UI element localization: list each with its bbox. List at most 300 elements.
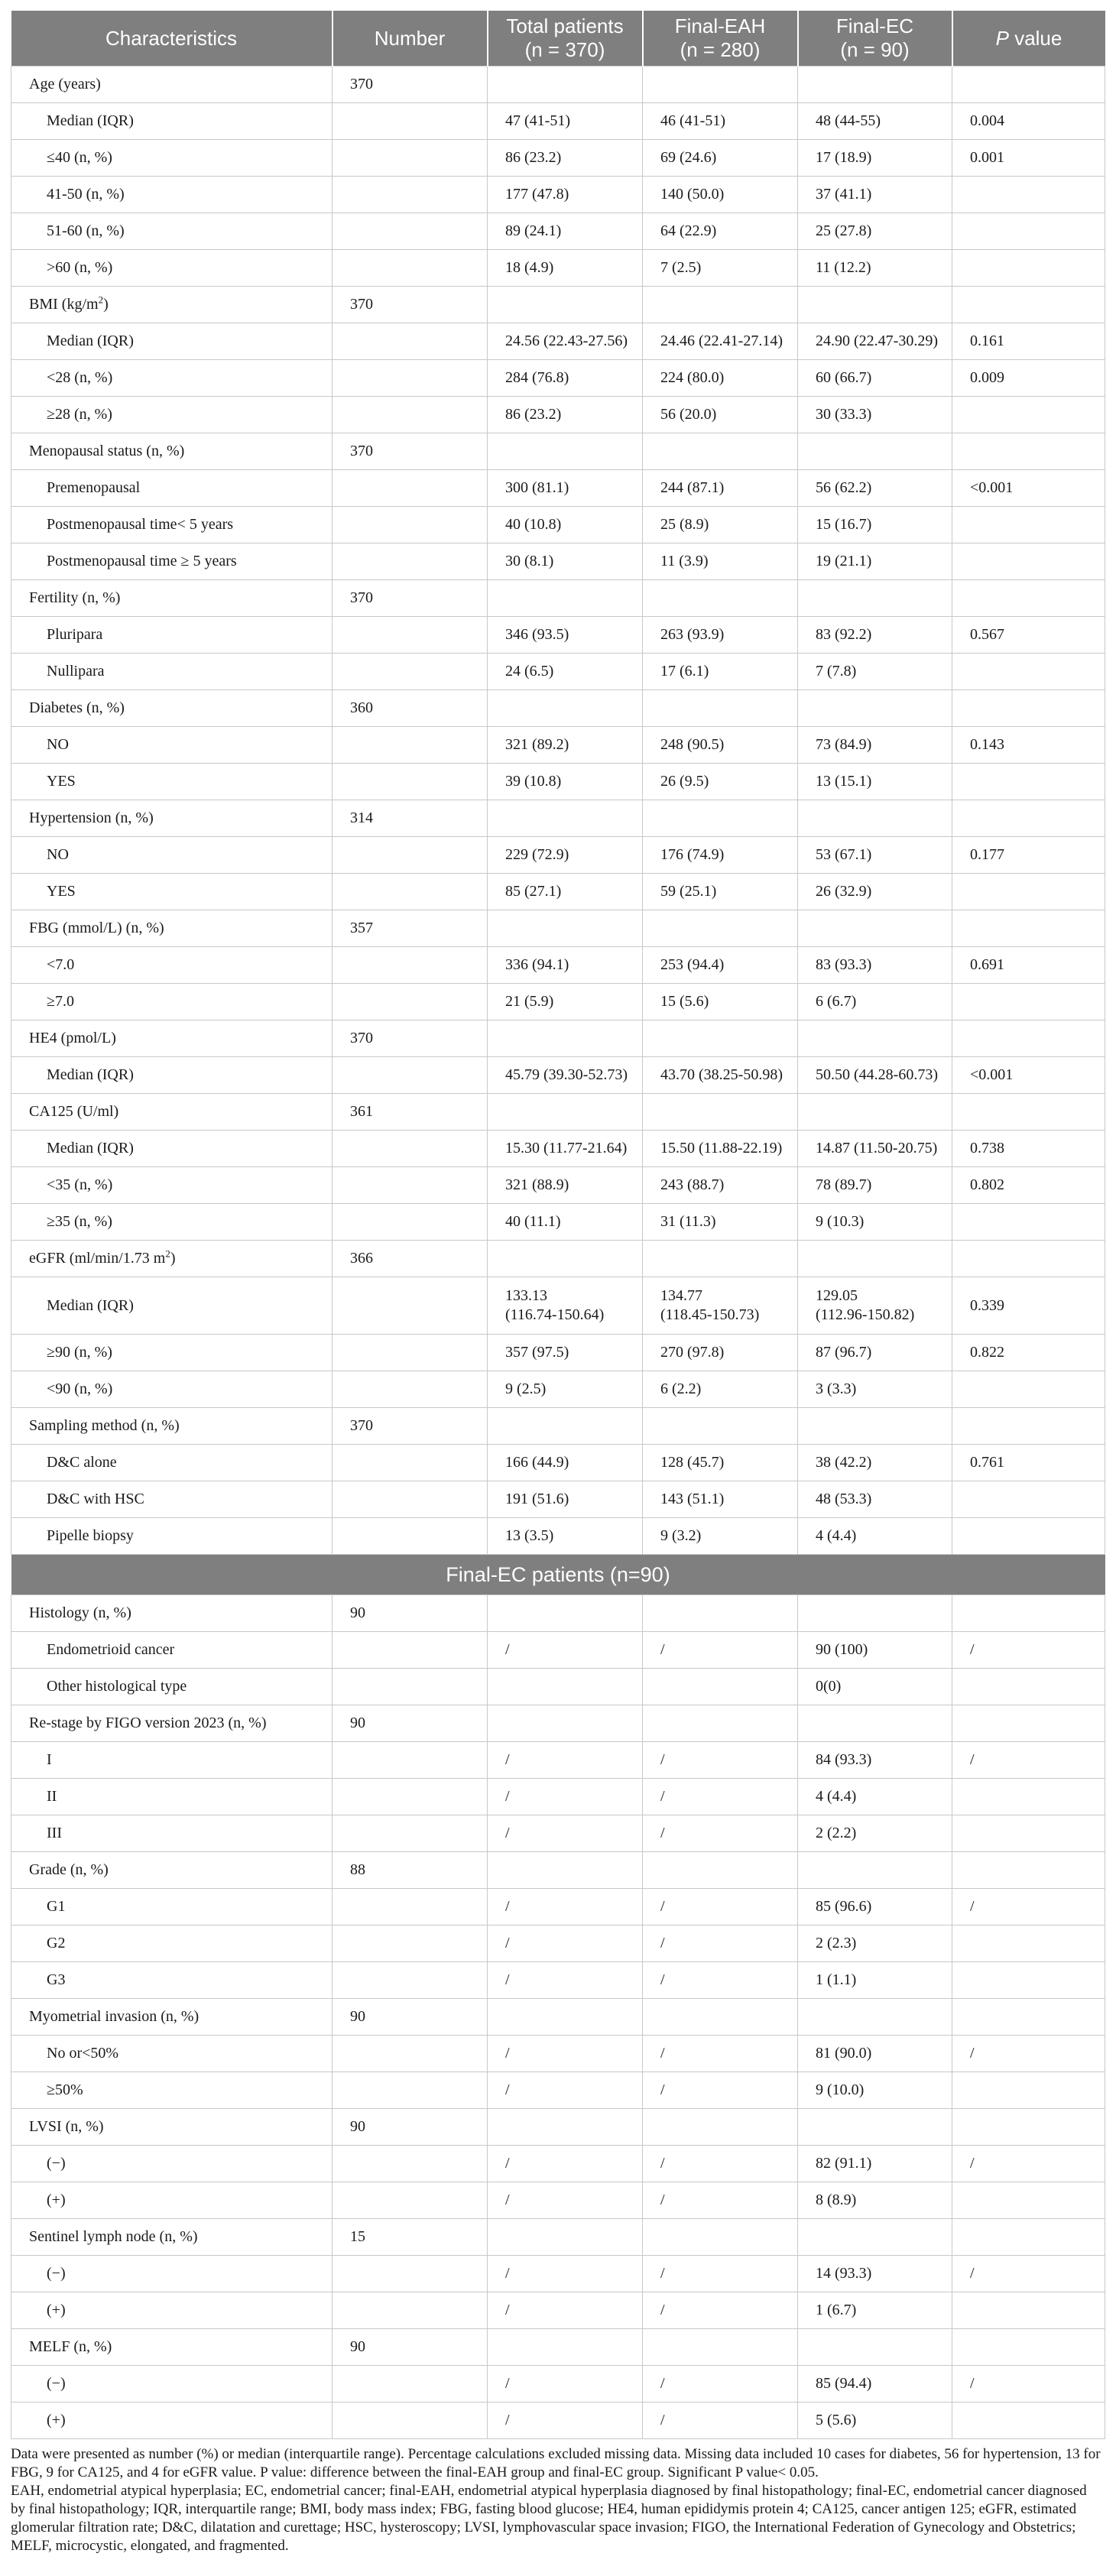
cell-final-eah: 26 (9.5) — [643, 764, 798, 800]
cell-p-value — [952, 1481, 1105, 1518]
cell-p-value — [952, 1779, 1105, 1815]
cell-p-value: 0.339 — [952, 1277, 1105, 1335]
table-row — [11, 984, 1105, 1020]
cell-total: 13 (3.5) — [488, 1518, 643, 1555]
cell-final-eah — [643, 67, 798, 103]
cell-p-value — [952, 1669, 1105, 1705]
cell-number — [333, 1518, 488, 1555]
cell-final-ec: 9 (10.0) — [798, 2072, 952, 2109]
table-row — [11, 654, 1105, 690]
row-label: Age (years) — [11, 67, 333, 103]
row-label: G3 — [11, 1962, 333, 1999]
cell-final-ec: 0(0) — [798, 1669, 952, 1705]
cell-final-eah: 140 (50.0) — [643, 177, 798, 213]
row-label: Nullipara — [11, 654, 333, 690]
cell-p-value — [952, 1518, 1105, 1555]
cell-final-eah — [643, 800, 798, 837]
cell-number: 90 — [333, 1595, 488, 1632]
cell-total: 321 (89.2) — [488, 727, 643, 764]
cell-final-eah: / — [643, 2256, 798, 2292]
table-row — [11, 1962, 1105, 1999]
table-body — [11, 67, 1105, 1555]
cell-p-value — [952, 543, 1105, 580]
cell-number — [333, 140, 488, 177]
cell-final-eah — [643, 1999, 798, 2036]
cell-final-eah — [643, 2109, 798, 2146]
cell-total — [488, 1241, 643, 1277]
cell-p-value: 0.177 — [952, 837, 1105, 874]
cell-number — [333, 654, 488, 690]
cell-number: 370 — [333, 1408, 488, 1445]
cell-final-eah: 25 (8.9) — [643, 507, 798, 543]
table-row — [11, 837, 1105, 874]
row-label: Median (IQR) — [11, 1131, 333, 1167]
cell-number: 90 — [333, 2109, 488, 2146]
cell-final-eah: 243 (88.7) — [643, 1167, 798, 1204]
cell-total: 9 (2.5) — [488, 1371, 643, 1408]
cell-total — [488, 1705, 643, 1742]
cell-number — [333, 1204, 488, 1241]
cell-total — [488, 1094, 643, 1131]
cell-number — [333, 1669, 488, 1705]
row-label: ≥28 (n, %) — [11, 397, 333, 433]
cell-number — [333, 727, 488, 764]
cell-number — [333, 947, 488, 984]
cell-total: / — [488, 1889, 643, 1926]
category-row — [11, 287, 1105, 323]
cell-final-eah: 224 (80.0) — [643, 360, 798, 397]
cell-final-ec: 83 (93.3) — [798, 947, 952, 984]
cell-total: 284 (76.8) — [488, 360, 643, 397]
row-label: ≥35 (n, %) — [11, 1204, 333, 1241]
cell-final-eah: 59 (25.1) — [643, 874, 798, 910]
cell-final-ec — [798, 287, 952, 323]
row-label: G1 — [11, 1889, 333, 1926]
cell-final-eah — [643, 1094, 798, 1131]
row-label: No or<50% — [11, 2036, 333, 2072]
cell-number — [333, 2402, 488, 2439]
table-row — [11, 1518, 1105, 1555]
cell-p-value — [952, 764, 1105, 800]
table-row — [11, 874, 1105, 910]
row-label: 51-60 (n, %) — [11, 213, 333, 250]
cell-total: 336 (94.1) — [488, 947, 643, 984]
cell-final-ec: 60 (66.7) — [798, 360, 952, 397]
cell-number — [333, 323, 488, 360]
cell-number: 90 — [333, 1999, 488, 2036]
cell-p-value — [952, 580, 1105, 617]
cell-total: 24.56 (22.43-27.56) — [488, 323, 643, 360]
cell-final-ec — [798, 800, 952, 837]
row-label: Re-stage by FIGO version 2023 (n, %) — [11, 1705, 333, 1742]
table-row — [11, 470, 1105, 507]
cell-p-value: <0.001 — [952, 470, 1105, 507]
cell-final-eah: 134.77 (118.45-150.73) — [643, 1277, 798, 1335]
row-label: (−) — [11, 2366, 333, 2402]
table-row — [11, 103, 1105, 140]
table-footnote — [11, 2445, 1105, 2555]
row-label: eGFR (ml/min/1.73 $m^2$) — [11, 1241, 333, 1277]
table-row — [11, 1815, 1105, 1852]
cell-number — [333, 1742, 488, 1779]
cell-p-value: 0.802 — [952, 1167, 1105, 1204]
cell-final-eah: 248 (90.5) — [643, 727, 798, 764]
row-label: MELF (n, %) — [11, 2329, 333, 2366]
cell-total — [488, 2219, 643, 2256]
cell-final-ec — [798, 67, 952, 103]
cell-final-eah — [643, 1408, 798, 1445]
category-row — [11, 1705, 1105, 1742]
cell-p-value — [952, 2109, 1105, 2146]
table-row — [11, 1481, 1105, 1518]
table-row — [11, 323, 1105, 360]
cell-total: / — [488, 2292, 643, 2329]
cell-final-ec: 1 (6.7) — [798, 2292, 952, 2329]
cell-number — [333, 764, 488, 800]
cell-final-ec: 48 (53.3) — [798, 1481, 952, 1518]
category-row — [11, 580, 1105, 617]
row-label: HE4 (pmol/L) — [11, 1020, 333, 1057]
cell-total — [488, 1595, 643, 1632]
cell-final-ec: 2 (2.2) — [798, 1815, 952, 1852]
table-header — [11, 11, 1105, 67]
table-row — [11, 1632, 1105, 1669]
cell-p-value — [952, 67, 1105, 103]
table-row — [11, 360, 1105, 397]
row-label: I — [11, 1742, 333, 1779]
cell-final-ec: 84 (93.3) — [798, 1742, 952, 1779]
cell-final-ec: 4 (4.4) — [798, 1518, 952, 1555]
table-row — [11, 1131, 1105, 1167]
cell-p-value — [952, 1241, 1105, 1277]
row-label: (−) — [11, 2256, 333, 2292]
row-label: <90 (n, %) — [11, 1371, 333, 1408]
cell-number: 15 — [333, 2219, 488, 2256]
cell-final-ec: 11 (12.2) — [798, 250, 952, 287]
table-row — [11, 140, 1105, 177]
category-row — [11, 67, 1105, 103]
cell-total — [488, 67, 643, 103]
cell-p-value — [952, 177, 1105, 213]
cell-total — [488, 910, 643, 947]
cell-final-ec: 13 (15.1) — [798, 764, 952, 800]
category-row — [11, 2329, 1105, 2366]
cell-total: / — [488, 2402, 643, 2439]
cell-total: 47 (41-51) — [488, 103, 643, 140]
cell-final-ec — [798, 1408, 952, 1445]
row-label: >60 (n, %) — [11, 250, 333, 287]
cell-number — [333, 1779, 488, 1815]
cell-final-eah: / — [643, 1779, 798, 1815]
row-label: D&C alone — [11, 1445, 333, 1481]
row-label: Sentinel lymph node (n, %) — [11, 2219, 333, 2256]
cell-final-ec: 26 (32.9) — [798, 874, 952, 910]
table-row — [11, 2036, 1105, 2072]
cell-number — [333, 2036, 488, 2072]
cell-p-value — [952, 874, 1105, 910]
row-label: Median (IQR) — [11, 103, 333, 140]
cell-p-value — [952, 1962, 1105, 1999]
cell-total — [488, 690, 643, 727]
cell-final-eah: 263 (93.9) — [643, 617, 798, 654]
cell-p-value: 0.567 — [952, 617, 1105, 654]
cell-final-ec: 5 (5.6) — [798, 2402, 952, 2439]
cell-final-eah — [643, 1020, 798, 1057]
cell-final-eah — [643, 690, 798, 727]
cell-final-ec: 82 (91.1) — [798, 2146, 952, 2182]
cell-number — [333, 2256, 488, 2292]
cell-final-ec: 14 (93.3) — [798, 2256, 952, 2292]
cell-p-value — [952, 2072, 1105, 2109]
table-row — [11, 2182, 1105, 2219]
cell-total — [488, 1020, 643, 1057]
category-row — [11, 1094, 1105, 1131]
cell-final-eah: / — [643, 2072, 798, 2109]
cell-p-value — [952, 984, 1105, 1020]
cell-number — [333, 1371, 488, 1408]
cell-total — [488, 1408, 643, 1445]
category-row — [11, 1020, 1105, 1057]
cell-total: 86 (23.2) — [488, 397, 643, 433]
cell-total: 24 (6.5) — [488, 654, 643, 690]
cell-final-eah: 15.50 (11.88-22.19) — [643, 1131, 798, 1167]
cell-final-ec — [798, 433, 952, 470]
cell-final-ec — [798, 1999, 952, 2036]
cell-final-eah: 176 (74.9) — [643, 837, 798, 874]
header-final-eah: Final-EAH (n = 280) — [643, 11, 798, 67]
row-label: BMI $(kg/m^2)$ — [11, 287, 333, 323]
cell-total: / — [488, 2366, 643, 2402]
table-row — [11, 507, 1105, 543]
cell-number — [333, 2292, 488, 2329]
cell-number: 314 — [333, 800, 488, 837]
row-label: (+) — [11, 2402, 333, 2439]
cell-final-eah: 9 (3.2) — [643, 1518, 798, 1555]
table-row — [11, 543, 1105, 580]
cell-total: / — [488, 2072, 643, 2109]
cell-final-ec: 19 (21.1) — [798, 543, 952, 580]
cell-final-ec — [798, 580, 952, 617]
cell-final-eah: / — [643, 1889, 798, 1926]
cell-total: 321 (88.9) — [488, 1167, 643, 1204]
row-label: ≤40 (n, %) — [11, 140, 333, 177]
cell-final-ec: 129.05 (112.96-150.82) — [798, 1277, 952, 1335]
cell-final-ec: 3 (3.3) — [798, 1371, 952, 1408]
cell-p-value — [952, 1204, 1105, 1241]
cell-number: 370 — [333, 287, 488, 323]
cell-final-eah: / — [643, 2366, 798, 2402]
table-row — [11, 2256, 1105, 2292]
cell-total: 300 (81.1) — [488, 470, 643, 507]
cell-final-ec — [798, 1241, 952, 1277]
cell-p-value — [952, 287, 1105, 323]
table-row — [11, 250, 1105, 287]
cell-p-value — [952, 1595, 1105, 1632]
cell-number — [333, 177, 488, 213]
cell-total: 133.13 (116.74-150.64) — [488, 1277, 643, 1335]
table-row — [11, 617, 1105, 654]
cell-total: 177 (47.8) — [488, 177, 643, 213]
cell-final-ec — [798, 1852, 952, 1889]
row-label: 41-50 (n, %) — [11, 177, 333, 213]
cell-number: 361 — [333, 1094, 488, 1131]
cell-final-eah: 128 (45.7) — [643, 1445, 798, 1481]
cell-final-ec: 85 (94.4) — [798, 2366, 952, 2402]
table-row — [11, 2402, 1105, 2439]
row-label: <7.0 — [11, 947, 333, 984]
row-label: Sampling method (n, %) — [11, 1408, 333, 1445]
category-row — [11, 433, 1105, 470]
cell-total: / — [488, 1742, 643, 1779]
cell-number — [333, 1277, 488, 1335]
cell-final-eah: 11 (3.9) — [643, 543, 798, 580]
table-row — [11, 2292, 1105, 2329]
cell-number — [333, 103, 488, 140]
cell-p-value: 0.161 — [952, 323, 1105, 360]
category-row — [11, 1595, 1105, 1632]
category-row — [11, 910, 1105, 947]
row-label: Myometrial invasion (n, %) — [11, 1999, 333, 2036]
row-label: FBG (mmol/L) (n, %) — [11, 910, 333, 947]
cell-final-eah — [643, 1241, 798, 1277]
cell-final-ec: 81 (90.0) — [798, 2036, 952, 2072]
cell-total: / — [488, 2036, 643, 2072]
table-row — [11, 1669, 1105, 1705]
cell-total: / — [488, 1815, 643, 1852]
cell-final-ec: 48 (44-55) — [798, 103, 952, 140]
cell-number: 366 — [333, 1241, 488, 1277]
row-label: ≥50% — [11, 2072, 333, 2109]
table-row — [11, 177, 1105, 213]
cell-total — [488, 2109, 643, 2146]
cell-final-eah: 143 (51.1) — [643, 1481, 798, 1518]
cell-final-eah: / — [643, 1632, 798, 1669]
cell-p-value: 0.143 — [952, 727, 1105, 764]
cell-total: / — [488, 1926, 643, 1962]
cell-final-eah: 6 (2.2) — [643, 1371, 798, 1408]
category-row — [11, 1241, 1105, 1277]
cell-number — [333, 2072, 488, 2109]
characteristics-table — [11, 11, 1105, 2439]
cell-final-ec: 8 (8.9) — [798, 2182, 952, 2219]
cell-final-eah — [643, 1705, 798, 1742]
cell-total: 346 (93.5) — [488, 617, 643, 654]
cell-total: 86 (23.2) — [488, 140, 643, 177]
table-row — [11, 1204, 1105, 1241]
row-label: Histology (n, %) — [11, 1595, 333, 1632]
row-label: NO — [11, 727, 333, 764]
cell-number — [333, 2146, 488, 2182]
cell-total: 89 (24.1) — [488, 213, 643, 250]
cell-final-ec: 25 (27.8) — [798, 213, 952, 250]
table-figure — [11, 11, 1105, 2555]
cell-p-value: / — [952, 1632, 1105, 1669]
row-label: Diabetes (n, %) — [11, 690, 333, 727]
cell-final-eah — [643, 287, 798, 323]
table-row — [11, 1926, 1105, 1962]
cell-p-value: / — [952, 2036, 1105, 2072]
cell-final-eah: 15 (5.6) — [643, 984, 798, 1020]
cell-final-eah: 64 (22.9) — [643, 213, 798, 250]
header-final-ec: Final-EC (n = 90) — [798, 11, 952, 67]
table-row — [11, 727, 1105, 764]
cell-final-ec — [798, 1705, 952, 1742]
row-label: Premenopausal — [11, 470, 333, 507]
row-label: Other histological type — [11, 1669, 333, 1705]
cell-total: 166 (44.9) — [488, 1445, 643, 1481]
cell-final-ec: 7 (7.8) — [798, 654, 952, 690]
cell-number — [333, 1889, 488, 1926]
table-row — [11, 397, 1105, 433]
cell-number — [333, 1481, 488, 1518]
row-label: Postmenopausal time< 5 years — [11, 507, 333, 543]
table-row — [11, 1335, 1105, 1371]
cell-p-value — [952, 1999, 1105, 2036]
footnote-line-1: Data were presented as number (%) or median (interquartile range). Percentage calculations excluded missing data. Missing data included 10 cases for diabetes, 56 for hypertension, 13 for FBG, 9 for CA125, and 4 for eGFR value. P value: difference between the final-EAH group and final-EC group. Significant P value< 0.05. — [11, 2446, 1101, 2480]
cell-final-ec — [798, 2109, 952, 2146]
cell-final-eah: / — [643, 2402, 798, 2439]
cell-final-eah — [643, 433, 798, 470]
cell-final-eah: / — [643, 2292, 798, 2329]
cell-final-ec: 38 (42.2) — [798, 1445, 952, 1481]
table-row — [11, 1779, 1105, 1815]
cell-total: / — [488, 2182, 643, 2219]
cell-number: 370 — [333, 580, 488, 617]
cell-number — [333, 1335, 488, 1371]
row-label: Grade (n, %) — [11, 1852, 333, 1889]
cell-p-value — [952, 1852, 1105, 1889]
cell-final-ec — [798, 910, 952, 947]
row-label: Median (IQR) — [11, 1277, 333, 1335]
cell-total: / — [488, 1632, 643, 1669]
cell-total: / — [488, 2146, 643, 2182]
cell-final-ec: 17 (18.9) — [798, 140, 952, 177]
table-row — [11, 1167, 1105, 1204]
table-row — [11, 1889, 1105, 1926]
cell-final-eah: / — [643, 1742, 798, 1779]
cell-number — [333, 874, 488, 910]
cell-number: 88 — [333, 1852, 488, 1889]
header-p-value: P value — [952, 11, 1105, 67]
cell-p-value — [952, 250, 1105, 287]
cell-final-eah: / — [643, 2182, 798, 2219]
cell-number: 360 — [333, 690, 488, 727]
row-label: (−) — [11, 2146, 333, 2182]
cell-final-ec — [798, 2219, 952, 2256]
cell-p-value — [952, 1020, 1105, 1057]
cell-total: 39 (10.8) — [488, 764, 643, 800]
cell-final-eah: 253 (94.4) — [643, 947, 798, 984]
table-row — [11, 1371, 1105, 1408]
cell-final-ec — [798, 2329, 952, 2366]
row-label: NO — [11, 837, 333, 874]
cell-number — [333, 1962, 488, 1999]
header-total: Total patients (n = 370) — [488, 11, 643, 67]
section-title: Final-EC patients (n=90) — [11, 1555, 1105, 1595]
cell-p-value — [952, 1815, 1105, 1852]
cell-p-value — [952, 2402, 1105, 2439]
cell-p-value: 0.009 — [952, 360, 1105, 397]
category-row — [11, 1408, 1105, 1445]
category-row — [11, 800, 1105, 837]
cell-final-ec: 2 (2.3) — [798, 1926, 952, 1962]
table-row — [11, 764, 1105, 800]
cell-final-eah — [643, 1595, 798, 1632]
cell-final-ec: 56 (62.2) — [798, 470, 952, 507]
cell-p-value: 0.761 — [952, 1445, 1105, 1481]
cell-final-eah — [643, 580, 798, 617]
cell-p-value: 0.001 — [952, 140, 1105, 177]
